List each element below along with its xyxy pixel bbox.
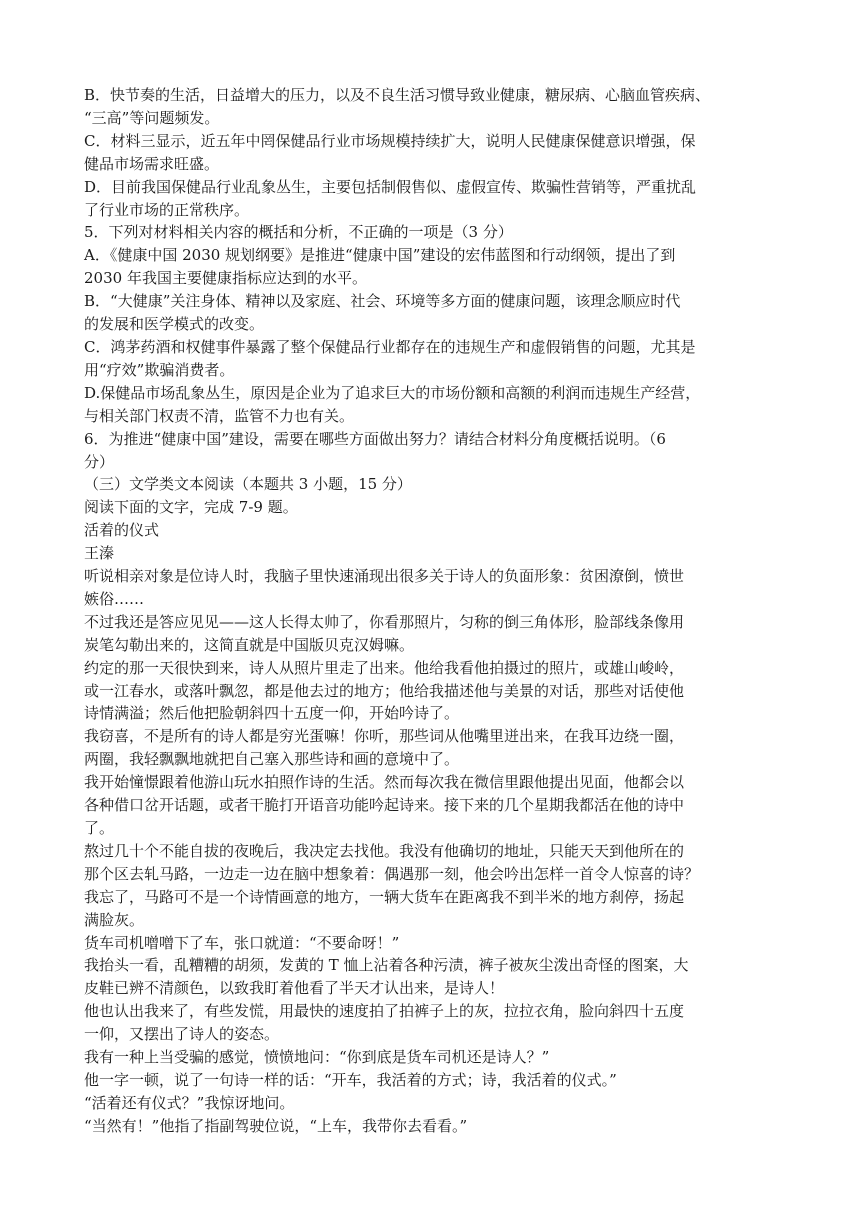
- question-6-line-1: 6．为推进“健康中国”建设，需要在哪些方面做出努力？请结合材料分角度概括说明。（6: [84, 429, 666, 448]
- paragraph-line: “活着还有仪式？”我惊讶地问。: [84, 1093, 295, 1112]
- q5-option-b-line-2: 的发展和医学模式的改变。: [84, 315, 265, 334]
- option-b-line-1: B．快节奏的生活，日益增大的压力，以及不良生活习惯导致业健康，糖尿病、心脑血管疾病、: [84, 86, 711, 104]
- paragraph-line: 我开始憧憬跟着他游山玩水拍照作诗的生活。然而每次我在微信里跟他提出见面，他都会以: [84, 773, 685, 792]
- paragraph-line: 他也认出我来了，有些发慌，用最快的速度拍了拍裤子上的灰，拉拉衣角，脸向斜四十五度: [84, 1002, 685, 1021]
- paragraph-line: 我忘了，马路可不是一个诗情画意的地方，一辆大货车在距离我不到半米的地方刹停，扬起: [84, 887, 685, 906]
- q5-option-c-line-1: C．鸿茅药酒和权健事件暴露了整个保健品行业都存在的违规生产和虚假销售的问题，尤其是: [84, 337, 696, 356]
- paragraph-line: 熬过几十个不能自拔的夜晚后，我决定去找他。我没有他确切的地址，只能天天到他所在的: [84, 841, 685, 860]
- paragraph-line: “当然有！”他指了指副驾驶位说，“上车，我带你去看看。”: [84, 1116, 468, 1135]
- paragraph-line: 或一江春水，或落叶飘忽，都是他去过的地方；他给我描述他与美景的对话，那些对话使他: [84, 681, 685, 700]
- article-author: 王溱: [84, 544, 115, 563]
- q5-option-d-line-2: 与相关部门权责不清，监管不力也有关。: [84, 406, 355, 425]
- paragraph-line: 诗情满溢；然后他把脸朝斜四十五度一仰，开始吟诗了。: [84, 704, 460, 723]
- paragraph-line: 两圈，我轻飘飘地就把自己塞入那些诗和画的意境中了。: [84, 750, 460, 769]
- paragraph-line: 嫉俗……: [84, 589, 145, 608]
- reading-instruction: 阅读下面的文字，完成 7-9 题。: [84, 498, 298, 517]
- q5-option-a-line-2: 2030 年我国主要健康指标应达到的水平。: [84, 269, 367, 288]
- option-c-line-2: 健品市场需求旺盛。: [84, 154, 220, 173]
- q5-option-b-line-1: B．“大健康”关注身体、精神以及家庭、社会、环境等多方面的健康问题，该理念顺应时代: [84, 292, 681, 311]
- paragraph-line: 我有一种上当受骗的感觉，愤愤地问：“你到底是货车司机还是诗人？”: [84, 1048, 550, 1067]
- paragraph-line: 我抬头一看，乱糟糟的胡须，发黄的 T 恤上沾着各种污渍，裤子被灰尘泼出奇怪的图案，大: [84, 956, 689, 975]
- paragraph-line: 他一字一顿，说了一句诗一样的话：“开车，我活着的方式；诗，我活着的仪式。”: [84, 1070, 617, 1089]
- q5-option-d-line-1: D.保健品市场乱象丛生，原因是企业为了追求巨大的市场份额和高额的利润而违规生产经营，: [84, 383, 701, 402]
- option-d-line-2: 了行业市场的正常秩序。: [84, 200, 250, 219]
- q5-option-c-line-2: 用“疗效”欺骗消费者。: [84, 360, 235, 379]
- option-d-line-1: D．目前我国保健品行业乱象丛生，主要包括制假售似、虚假宣传、欺骗性营销等，严重扰乱: [84, 177, 697, 196]
- paragraph-line: 我窃喜，不是所有的诗人都是穷光蛋嘛！你听，那些词从他嘴里迸出来，在我耳边绕一圈，: [84, 727, 685, 746]
- paragraph-line: 听说相亲对象是位诗人时，我脑子里快速涌现出很多关于诗人的负面形象：贫困潦倒，愤世: [84, 567, 685, 586]
- option-c-line-1: C．材料三显示，近五年中罔保健品行业市场规模持续扩大，说明人民健康保健意识增强，保: [84, 131, 696, 150]
- question-6-line-2: 分）: [84, 452, 115, 471]
- paragraph-line: 皮鞋已辨不清颜色，以致我盯着他看了半天才认出来，是诗人！: [84, 979, 505, 998]
- paragraph-line: 了。: [84, 819, 115, 837]
- paragraph-line: 那个区去轧马路，一边走一边在脑中想象着：偶遇那一刻，他会吟出怎样一首令人惊喜的诗？: [84, 864, 700, 883]
- option-b-line-2: “三高”等问题频发。: [84, 108, 220, 127]
- q5-option-a-line-1: A．《健康中国 2030 规划纲要》是推进“健康中国”建设的宏伟蓝图和行动纲领，提出了到: [84, 246, 676, 265]
- paragraph-line: 约定的那一天很快到来，诗人从照片里走了出来。他给我看他拍摄过的照片，或雄山峻岭，: [84, 658, 685, 677]
- paragraph-line: 各种借口岔开话题，或者干脆打开语音功能吟起诗来。接下来的几个星期我都活在他的诗中: [84, 796, 685, 815]
- article-title: 活着的仪式: [84, 521, 160, 540]
- paragraph-line: 不过我还是答应见见——这人长得太帅了，你看那照片，匀称的倒三角体形，脸部线条像用: [84, 612, 685, 631]
- paragraph-line: 一仰，又摆出了诗人的姿态。: [84, 1025, 280, 1044]
- paragraph-line: 满脸灰。: [84, 910, 145, 929]
- paragraph-line: 货车司机噌噌下了车，张口就道：“不要命呀！”: [84, 933, 400, 952]
- section-heading: （三）文学类文本阅读（本题共 3 小题，15 分）: [84, 475, 412, 494]
- question-5: 5．下列对材料相关内容的概括和分析，不正确的一项是（3 分）: [84, 223, 513, 242]
- paragraph-line: 炭笔勾勒出来的，这简直就是中国版贝克汉姆嘛。: [84, 635, 415, 654]
